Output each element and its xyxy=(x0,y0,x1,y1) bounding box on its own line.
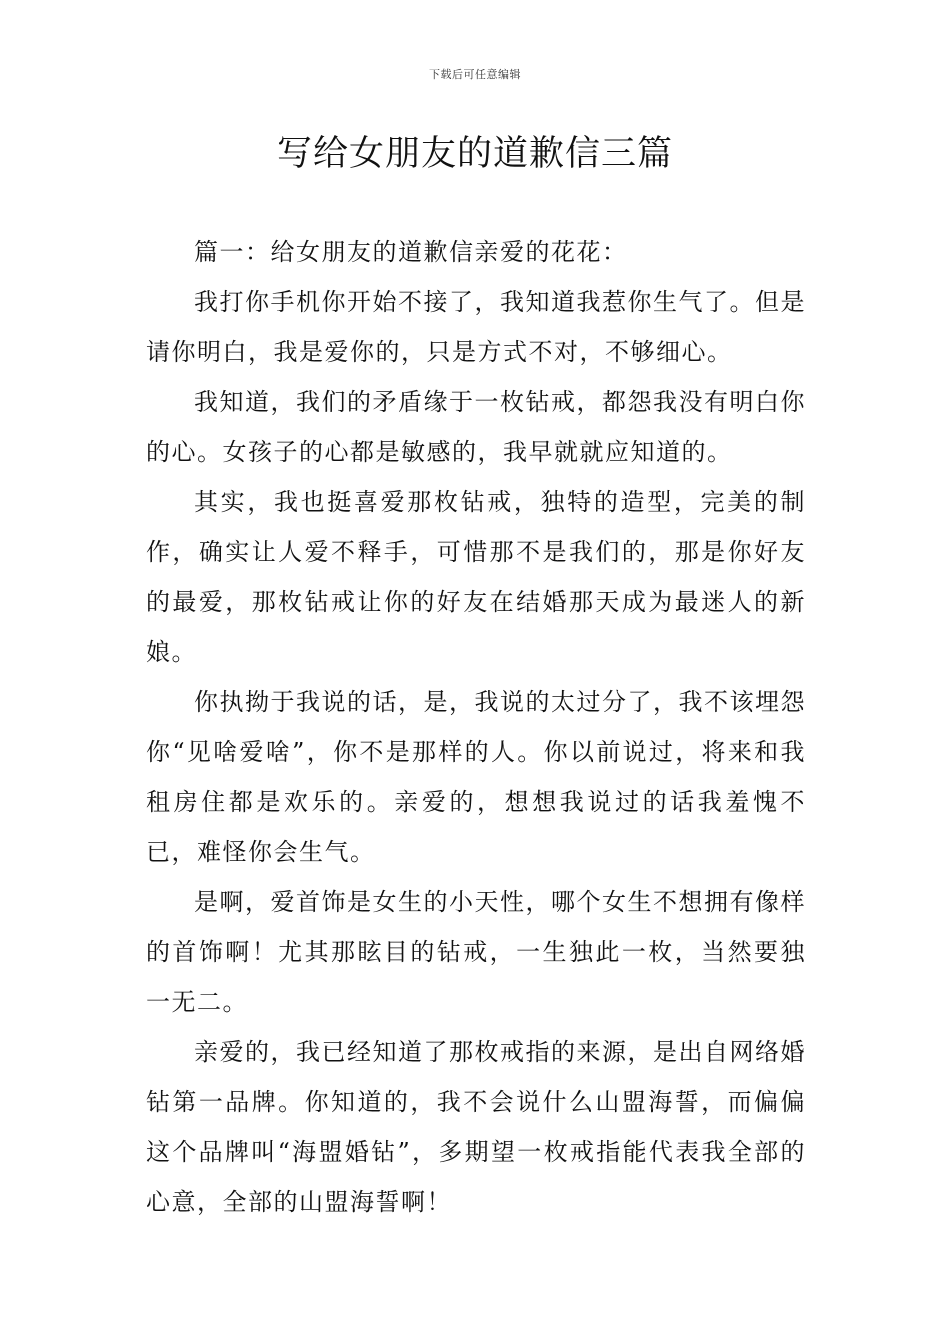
paragraph: 是啊，爱首饰是女生的小天性，哪个女生不想拥有像样的首饰啊！尤其那眩目的钻戒，一生独此一枚，当然要独一无二。 xyxy=(146,888,806,1016)
header-note: 下载后可任意编辑 xyxy=(429,68,521,81)
paragraph: 我打你手机你开始不接了，我知道我惹你生气了。但是请你明白，我是爱你的，只是方式不对，不够细心。 xyxy=(146,288,806,366)
paragraph: 篇一：给女朋友的道歉信亲爱的花花： xyxy=(194,238,628,266)
paragraph: 我知道，我们的矛盾缘于一枚钻戒，都怨我没有明白你的心。女孩子的心都是敏感的，我早就就应知道的。 xyxy=(146,388,806,466)
document-title: 写给女朋友的道歉信三篇 xyxy=(276,134,673,174)
paragraph: 亲爱的，我已经知道了那枚戒指的来源，是出自网络婚钻第一品牌。你知道的，我不会说什么山盟海誓，而偏偏这个品牌叫“海盟婚钻”，多期望一枚戒指能代表我全部的心意，全部的山盟海誓啊！ xyxy=(146,1038,806,1216)
paragraph: 其实，我也挺喜爱那枚钻戒，独特的造型，完美的制作，确实让人爱不释手，可惜那不是我们的，那是你好友的最爱，那枚钻戒让你的好友在结婚那天成为最迷人的新娘。 xyxy=(146,488,806,666)
paragraph: 你执拗于我说的话，是，我说的太过分了，我不该埋怨你“见啥爱啥”，你不是那样的人。你以前说过，将来和我租房住都是欢乐的。亲爱的，想想我说过的话我羞愧不已，难怪你会生气。 xyxy=(146,688,806,866)
document-body xyxy=(146,227,806,1227)
